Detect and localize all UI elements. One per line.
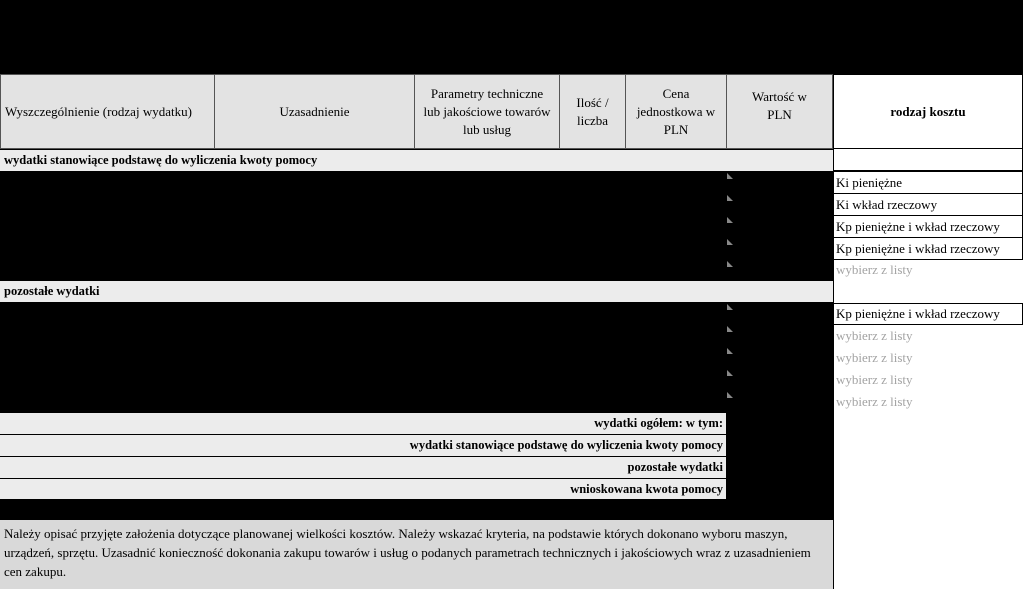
rodzaj-select-s1-r1[interactable]: Ki pieniężne — [834, 171, 1023, 194]
dropdown-marker-icon[interactable] — [727, 370, 733, 376]
dropdown-marker-icon[interactable] — [727, 195, 733, 201]
rodzaj-section1-blank — [834, 149, 1023, 171]
header-uzasadnienie: Uzasadnienie — [214, 74, 415, 149]
summary-pozostale: pozostałe wydatki — [0, 457, 726, 478]
header-ilosc: Ilość / liczba — [559, 74, 626, 149]
rodzaj-select-s1-r2[interactable]: Ki wkład rzeczowy — [834, 193, 1023, 216]
rodzaj-select-s1-r4[interactable]: Kp pieniężne i wkład rzeczowy — [834, 237, 1023, 260]
dropdown-marker-icon[interactable] — [727, 326, 733, 332]
rodzaj-select-s2-r4[interactable]: wybierz z listy — [836, 372, 913, 387]
header-parametry: Parametry techniczne lub jakościowe towarów lub usług — [414, 74, 560, 149]
summary-wydatki-podstawa: wydatki stanowiące podstawę do wyliczenia kwoty pomocy — [0, 435, 726, 456]
rodzaj-select-s2-r1[interactable]: Kp pieniężne i wkład rzeczowy — [834, 303, 1023, 325]
dropdown-marker-icon[interactable] — [727, 348, 733, 354]
section-pozostale-label: pozostałe wydatki — [0, 281, 833, 302]
dropdown-marker-icon[interactable] — [727, 392, 733, 398]
dropdown-marker-icon[interactable] — [727, 173, 733, 179]
dropdown-marker-icon[interactable] — [727, 239, 733, 245]
header-wyszczegolnienie: Wyszczególnienie (rodzaj wydatku) — [0, 74, 215, 149]
rodzaj-select-s1-r5[interactable]: wybierz z listy — [836, 262, 913, 277]
rodzaj-select-s2-r2[interactable]: wybierz z listy — [836, 328, 913, 343]
header-rodzaj-kosztu: rodzaj kosztu — [834, 74, 1023, 149]
dropdown-marker-icon[interactable] — [727, 217, 733, 223]
dropdown-marker-icon[interactable] — [727, 261, 733, 267]
rodzaj-select-s2-r3[interactable]: wybierz z listy — [836, 350, 913, 365]
summary-wnioskowana-kwota: wnioskowana kwota pomocy — [0, 479, 726, 499]
summary-wydatki-ogolem: wydatki ogółem: w tym: — [0, 413, 726, 434]
justification-note: Należy opisać przyjęte założenia dotyczące planowanej wielkości kosztów. Należy wskazać kryteria, na podstawie których dokonano wyboru maszyn, urządzeń, sprzętu. Uzasadnić konieczność dokonania zakupu towarów i usług o podanych parametrach technicznych i jakościowych wraz z uzasadnieniem cen zakupu. — [0, 520, 833, 589]
header-wartosc: Wartość w PLN — [726, 74, 833, 149]
header-cena: Cena jednostkowa w PLN — [625, 74, 727, 149]
rodzaj-select-s2-r5[interactable]: wybierz z listy — [836, 394, 913, 409]
rodzaj-select-s1-r3[interactable]: Kp pieniężne i wkład rzeczowy — [834, 215, 1023, 238]
section-podstawa-label: wydatki stanowiące podstawę do wyliczenia kwoty pomocy — [0, 150, 833, 171]
dropdown-marker-icon[interactable] — [727, 304, 733, 310]
